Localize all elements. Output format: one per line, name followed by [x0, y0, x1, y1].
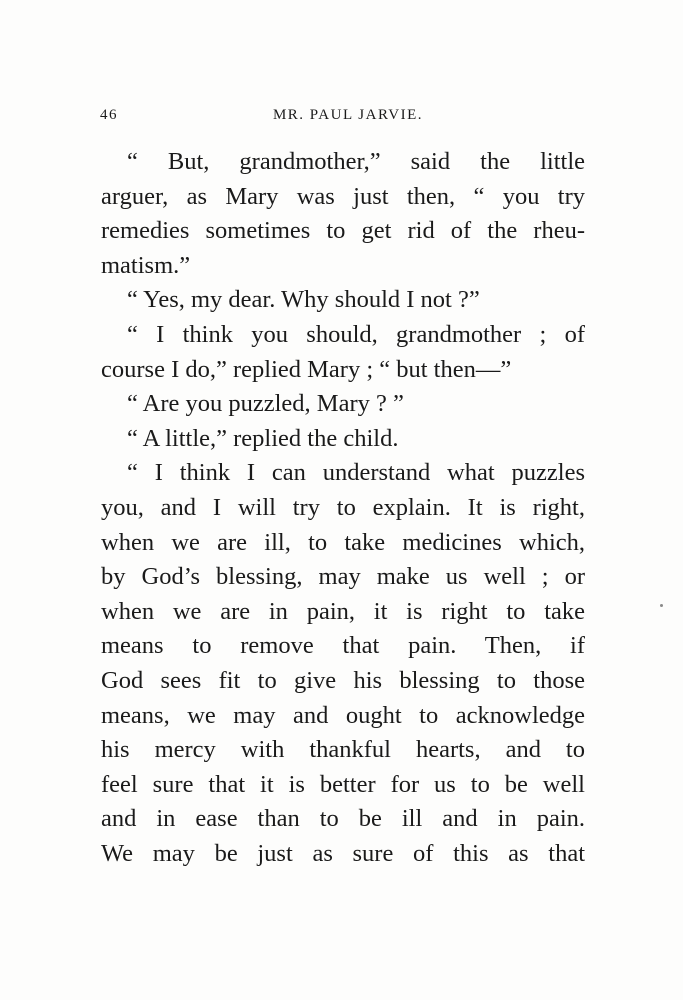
text-line: feel sure that it is better for us to be well	[101, 770, 585, 798]
text-line: by God’s blessing, may make us well ; or	[101, 563, 585, 591]
text-line: “ But, grandmother,” said the little	[127, 148, 585, 175]
text-line: and in ease than to be ill and in pain.	[101, 805, 585, 833]
text-line: his mercy with thankful hearts, and to	[101, 736, 585, 764]
text-line: “ I think I can understand what puzzles	[127, 459, 585, 487]
text-line: “ I think you should, grandmother ; of	[127, 320, 585, 348]
page-number: 46	[100, 107, 118, 123]
text-line: when we are in pain, it is right to take	[101, 597, 585, 625]
text-line: arguer, as Mary was just then, “ you try	[101, 182, 585, 210]
text-line: We may be just as sure of this as that	[101, 839, 585, 867]
text-line: “ Are you puzzled, Mary ? ”	[127, 390, 404, 418]
text-line: “ Yes, my dear. Why should I not ?”	[127, 286, 480, 314]
paper-speck	[660, 604, 663, 607]
text-line: when we are ill, to take medicines which,	[101, 528, 585, 556]
text-line: you, and I will try to explain. It is right,	[101, 493, 585, 521]
text-line: “ A little,” replied the child.	[127, 424, 399, 452]
running-title: MR. PAUL JARVIE.	[272, 107, 424, 123]
running-head	[100, 107, 586, 131]
text-line: course I do,” replied Mary ; “ but then—”	[101, 355, 512, 383]
text-line: remedies sometimes to get rid of the rheu-	[101, 217, 585, 245]
text-line: means, we may and ought to acknowledge	[101, 701, 585, 729]
body-text	[101, 145, 585, 871]
text-line: means to remove that pain. Then, if	[101, 632, 585, 660]
text-line: matism.”	[101, 251, 191, 279]
text-line: God sees fit to give his blessing to those	[101, 666, 585, 694]
